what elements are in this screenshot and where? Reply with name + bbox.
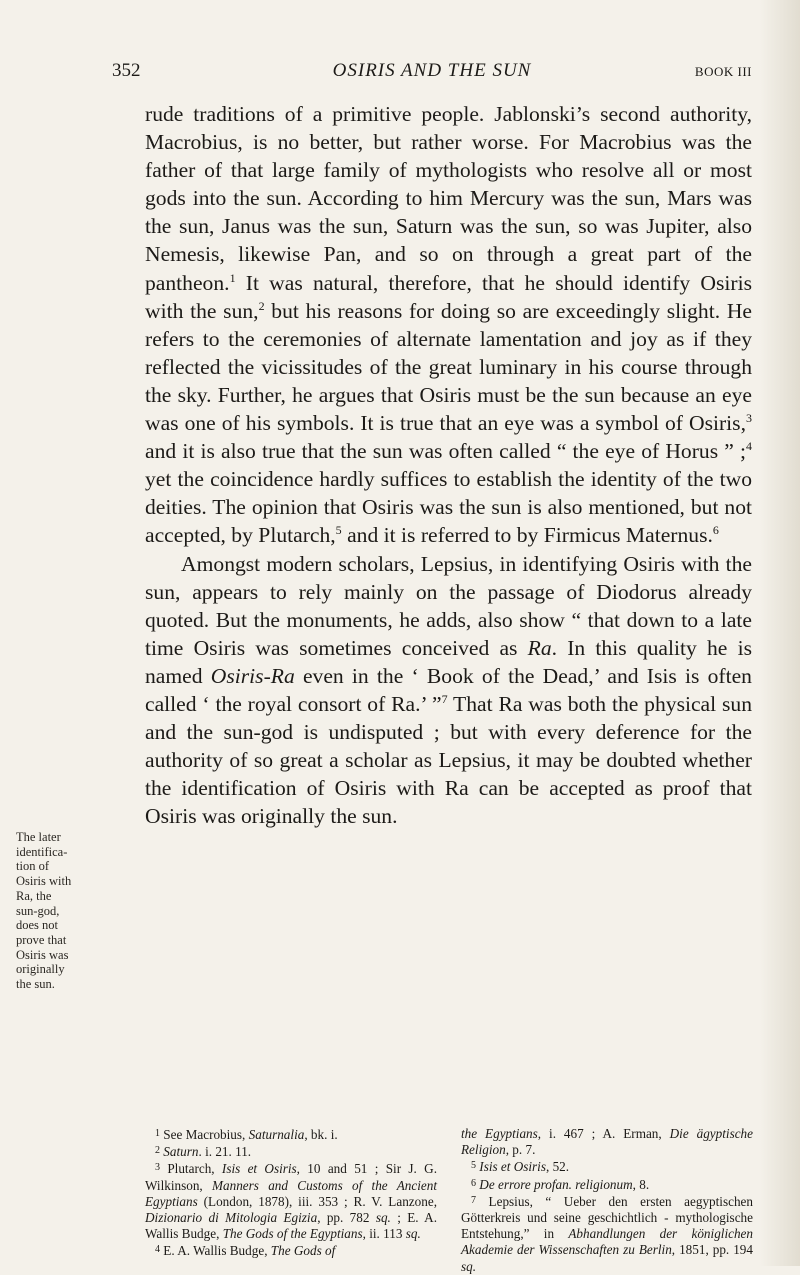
text-run: . In this quality he is named [145, 635, 752, 688]
italic-text: Manners and Customs of the Ancient Egyptians [145, 1177, 437, 1209]
text-run: and it is referred to by Firmicus Maternus. [341, 523, 713, 548]
footnotes-left-column [145, 1126, 437, 1260]
text-run: , i. 467 ; A. Erman, [537, 1126, 670, 1141]
text-run: It was natural, therefore, that he should identify Osiris with the sun, [145, 270, 752, 323]
text-run: That Ra was both the physical sun and the sun-god is undisputed ; but with every deference for the authority of so great a scholar as Lepsius, it may be doubted whether the identification of Osiris with Ra can be accepted as proof that Osiris was originally the sun. [145, 691, 752, 829]
italic-text: Osiris-Ra [210, 663, 295, 688]
italic-text: Isis et Osiris [221, 1161, 297, 1177]
footnote [461, 1176, 753, 1193]
paragraph [145, 100, 752, 550]
footnote [461, 1193, 753, 1275]
italic-text: Die ägyptische Religion [461, 1126, 754, 1158]
footnote-ref: 2 [258, 298, 265, 313]
margin-note-line: does not [16, 918, 59, 933]
italic-text: De errore profan. religionum [479, 1176, 633, 1192]
text-run: , bk. i. [304, 1127, 338, 1142]
text-run: , 1851, pp. 194 [671, 1242, 753, 1258]
footnote-number: 5 [471, 1160, 476, 1172]
italic-text: The Gods of the Egyptians [222, 1226, 363, 1242]
book-label: BOOK III [694, 64, 752, 79]
footnote-ref: 6 [712, 523, 719, 538]
text-run: (London, 1878), iii. 353 ; R. V. Lanzone, [197, 1193, 437, 1209]
text-run: Plutarch, [167, 1161, 222, 1177]
footnote-ref: 4 [746, 438, 752, 453]
footnote-ref: 1 [229, 270, 236, 285]
italic-text: Saturn [163, 1144, 199, 1160]
text-run: See Macrobius, [163, 1127, 249, 1142]
body-text [145, 100, 752, 830]
margin-note-line: Osiris with [16, 874, 72, 889]
footnote-ref: 5 [335, 523, 342, 538]
margin-note [16, 830, 100, 992]
footnote [145, 1242, 437, 1259]
margin-note-line: Osiris was [16, 947, 69, 962]
paragraph [145, 550, 752, 831]
margin-note-line: identifica- [16, 844, 68, 859]
footnote [145, 1126, 437, 1143]
italic-text: Dizionario di Mitologia Egizia [145, 1210, 318, 1226]
text-run: . i. 21. 11. [198, 1144, 252, 1160]
footnote [145, 1143, 437, 1160]
italic-text: sq. [461, 1258, 477, 1274]
footnote-number: 3 [155, 1162, 160, 1174]
text-run: but his reasons for doing so are exceedingly slight. He refers to the ceremonies of alternate lamentation and joy as if they reflected the vicissitudes of the great luminary in his course through the sky. Further, he argues that Osiris must be the sun because an eye was one of his symbols. It is true that an eye was a symbol of Osiris, [145, 298, 752, 436]
text-run: even in the ‘ Book of the Dead,’ and Isis is often called ‘ the royal consort of Ra.’ ” [145, 663, 752, 716]
italic-text: Ra [527, 635, 552, 660]
text-run: rude traditions of a primitive people. Jablonski’s second authority, Macrobius, is no better, but rather worse. For Macrobius was the father of that large family of mythologists who resolve all or most gods into the sun. According to him Mercury was the sun, Mars was the sun, Janus was the sun, Saturn was the sun, so was Jupiter, also Nemesis, likewise Pan, and so on through a great part of the pantheon. [145, 102, 752, 295]
text-run: , 8. [632, 1176, 650, 1192]
italic-text: Abhandlungen der königlichen Akademie der Wissenschaften zu Berlin [461, 1226, 754, 1258]
footnote [461, 1158, 753, 1175]
page-edge-shadow [760, 0, 800, 1266]
margin-note-line: Ra, the [16, 888, 52, 903]
footnote-number: 6 [471, 1177, 476, 1189]
italic-text: the Egyptians [461, 1126, 538, 1141]
italic-text: The Gods of [270, 1243, 336, 1259]
italic-text: Saturnalia [248, 1127, 305, 1142]
footnote-ref: 3 [746, 410, 752, 425]
margin-note-line: tion of [16, 859, 49, 874]
italic-text: sq. [375, 1210, 391, 1226]
text-run: Lepsius, “ Ueber den ersten aegyptischen Götterkreis und seine geschichtlich - mythologische Entstehung,” in [461, 1193, 754, 1242]
page-number: 352 [112, 60, 141, 81]
footnotes-right-column [461, 1126, 753, 1275]
text-run: , pp. 782 [317, 1210, 376, 1226]
footnote-number: 7 [471, 1194, 476, 1206]
footnote [145, 1160, 437, 1242]
italic-text: sq. [405, 1226, 421, 1242]
text-run: , p. 7. [505, 1142, 536, 1158]
italic-text: Isis et Osiris [479, 1159, 546, 1175]
running-title: OSIRIS AND THE SUN [332, 60, 532, 81]
margin-note-line: The later [16, 830, 61, 844]
footnote-number: 2 [155, 1145, 160, 1157]
margin-note-line: sun-god, [16, 903, 60, 918]
text-run: E. A. Wallis Budge, [163, 1243, 271, 1259]
text-run: and it is also true that the sun was often called “ the eye of Horus ” ; [145, 439, 746, 464]
margin-note-line: the sun. [16, 977, 55, 992]
footnote-ref: 7 [441, 691, 448, 706]
margin-note-line: originally [16, 962, 65, 977]
text-run: Amongst modern scholars, Lepsius, in identifying Osiris with the sun, appears to rely mainly on the passage of Diodorus already quoted. But the monuments, he adds, also show “ that down to a late time Osiris was sometimes conceived as [145, 551, 752, 660]
text-run: , ii. 113 [362, 1226, 406, 1242]
text-run: yet the coincidence hardly suffices to establish the identity of the two deities. The opinion that Osiris was the sun is also mentioned, but not accepted, by Plutarch, [145, 467, 752, 548]
text-run: , 10 and 51 ; Sir J. G. Wilkinson, [145, 1161, 438, 1193]
margin-note-line: prove that [16, 932, 67, 947]
text-run: ; E. A. Wallis Budge, [145, 1210, 438, 1242]
footnote-number: 4 [155, 1244, 160, 1256]
footnote-number: 1 [155, 1128, 160, 1139]
footnote [461, 1126, 753, 1158]
running-header [112, 60, 752, 90]
text-run: , 52. [545, 1159, 570, 1175]
